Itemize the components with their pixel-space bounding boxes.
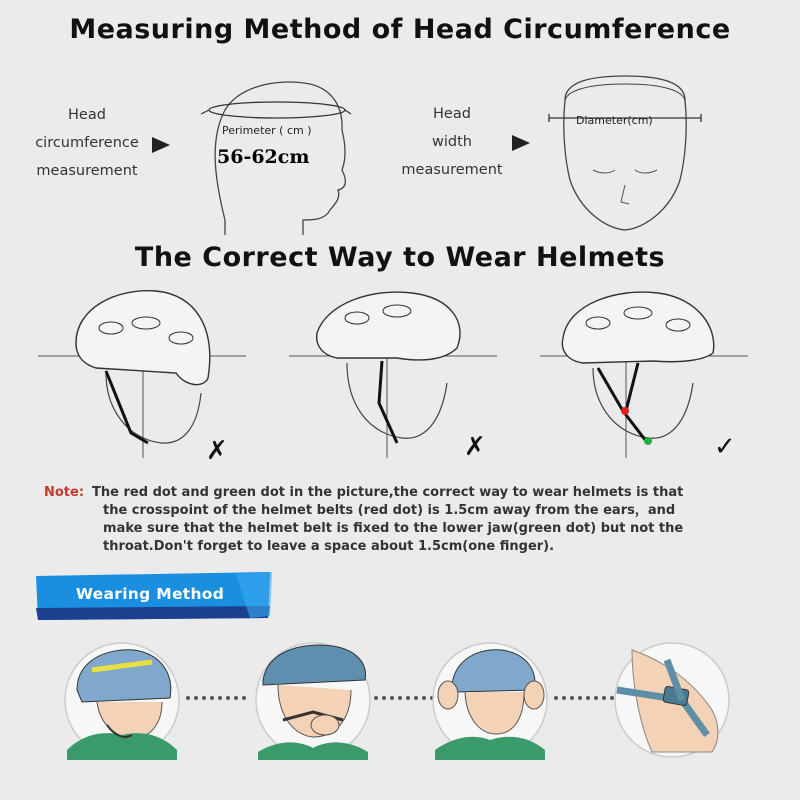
note-text: Note: The red dot and green dot in the picture,the correct way to wear helmets is that the crosspoint of the helmet belts (red dot) is 1.5cm away from the ears，and make sure that the helmet belt is fixed to the lower jaw(green dot) but not the throat.Don't forget to leave a space about 1.5cm(one finger). bbox=[44, 485, 684, 554]
step-connector bbox=[552, 693, 616, 703]
step-connector bbox=[184, 693, 248, 703]
circumference-range: 56-62cm bbox=[217, 146, 310, 168]
wearing-step-3 bbox=[430, 640, 550, 760]
head-width-label: Head width measurement bbox=[401, 106, 503, 178]
head-circumference-label: Head circumference measurement bbox=[35, 107, 139, 179]
diameter-label: Diameter(cm) bbox=[576, 114, 653, 127]
wearing-step-2 bbox=[253, 640, 373, 760]
red-dot bbox=[621, 407, 629, 415]
wearing-step-1 bbox=[62, 640, 182, 760]
incorrect-mark-icon: ✗ bbox=[206, 436, 228, 466]
head-front-illustration bbox=[545, 70, 705, 240]
wearing-method-title: Wearing Method bbox=[75, 585, 225, 603]
arrow-right-icon bbox=[510, 133, 532, 153]
perimeter-label: Perimeter ( cm ) bbox=[222, 124, 312, 137]
arrow-right-icon bbox=[150, 135, 172, 155]
incorrect-mark-icon: ✗ bbox=[464, 432, 486, 462]
wearing-step-4 bbox=[612, 640, 732, 760]
main-title: Measuring Method of Head Circumference bbox=[69, 14, 731, 45]
green-dot bbox=[644, 437, 652, 445]
correct-mark-icon: ✓ bbox=[714, 432, 736, 462]
step-connector bbox=[372, 693, 436, 703]
sub-title: The Correct Way to Wear Helmets bbox=[134, 242, 666, 273]
